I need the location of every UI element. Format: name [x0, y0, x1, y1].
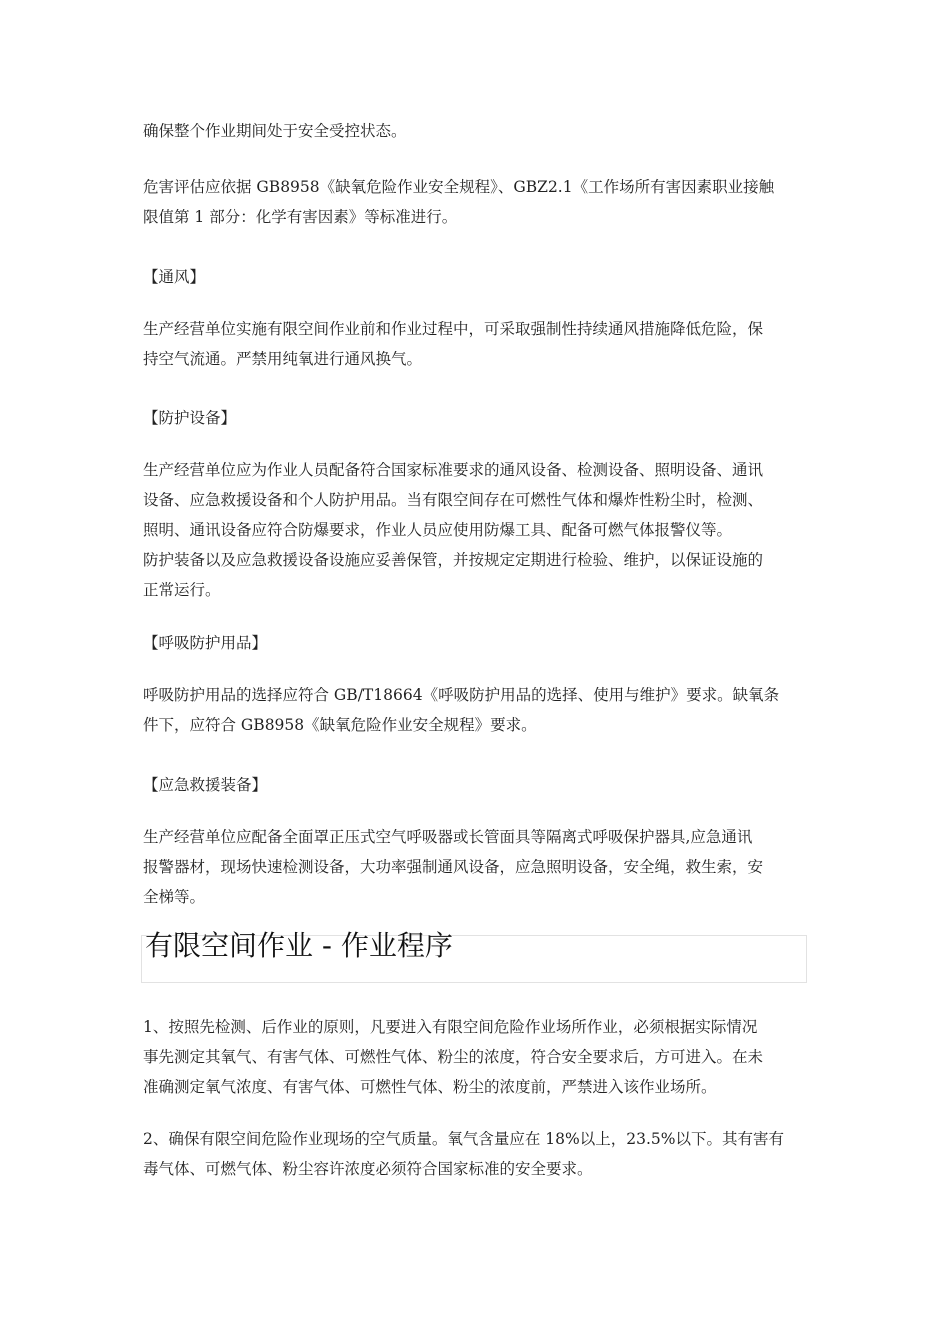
text-line: 毒气体、可燃气体、粉尘容许浓度必须符合国家标准的安全要求。	[143, 1160, 593, 1178]
paragraph-step-2	[143, 1124, 809, 1184]
text-line: 准确测定氧气浓度、有害气体、可燃性气体、粉尘的浓度前，严禁进入该作业场所。	[143, 1078, 717, 1096]
text-line: 照明、通讯设备应符合防爆要求，作业人员应使用防爆工具、配备可燃气体报警仪等。	[143, 521, 733, 539]
section-title: 有限空间作业 - 作业程序	[145, 929, 453, 962]
text-line: 全梯等。	[143, 888, 206, 906]
text-line: 生产经营单位应配备全面罩正压式空气呼吸器或长管面具等隔离式呼吸保护器具,应急通讯	[143, 828, 753, 846]
text-line: 事先测定其氧气、有害气体、可燃性气体、粉尘的浓度，符合安全要求后，方可进入。在未	[143, 1048, 764, 1066]
text-line: 报警器材，现场快速检测设备，大功率强制通风设备，应急照明设备，安全绳，救生索，安	[143, 858, 764, 876]
heading-emergency-rescue	[143, 770, 809, 800]
heading-text: 【防护设备】	[143, 409, 237, 427]
paragraph-step-1	[143, 1012, 809, 1102]
text-line: 1、按照先检测、后作业的原则，凡要进入有限空间危险作业场所作业，必须根据实际情况	[143, 1018, 758, 1036]
text-line: 正常运行。	[143, 581, 221, 599]
text-line: 持空气流通。严禁用纯氧进行通风换气。	[143, 350, 423, 368]
heading-text: 【应急救援装备】	[143, 776, 268, 794]
text-line: 2、确保有限空间危险作业现场的空气质量。氧气含量应在 18%以上，23.5%以下。其有害有	[143, 1130, 784, 1148]
text-line: 限值第 1 部分：化学有害因素》等标准进行。	[143, 208, 458, 226]
text-line: 生产经营单位应为作业人员配备符合国家标准要求的通风设备、检测设备、照明设备、通讯	[143, 461, 764, 479]
text-line: 危害评估应依据 GB8958《缺氧危险作业安全规程》、GBZ2.1《工作场所有害因素职业接触	[143, 178, 775, 196]
paragraph-hazard-evaluation	[143, 172, 809, 232]
text-line: 防护装备以及应急救援设备设施应妥善保管，并按规定定期进行检验、维护，以保证设施的	[143, 551, 764, 569]
text-line: 生产经营单位实施有限空间作业前和作业过程中，可采取强制性持续通风措施降低危险，保	[143, 320, 764, 338]
paragraph-intro-tail	[143, 116, 809, 146]
paragraph-ventilation	[143, 314, 809, 374]
text-line: 确保整个作业期间处于安全受控状态。	[143, 122, 407, 140]
heading-text: 【呼吸防护用品】	[143, 634, 268, 652]
heading-respiratory-protection	[143, 628, 809, 658]
text-line: 设备、应急救援设备和个人防护用品。当有限空间存在可燃性气体和爆炸性粉尘时，检测、	[143, 491, 764, 509]
text-line: 呼吸防护用品的选择应符合 GB/T18664《呼吸防护用品的选择、使用与维护》要求。缺氧条	[143, 686, 780, 704]
paragraph-protective-equipment	[143, 455, 809, 605]
paragraph-emergency-rescue	[143, 822, 809, 912]
heading-protective-equipment	[143, 403, 809, 433]
paragraph-respiratory-protection	[143, 680, 809, 740]
heading-ventilation	[143, 262, 809, 292]
text-line: 件下，应符合 GB8958《缺氧危险作业安全规程》要求。	[143, 716, 537, 734]
heading-text: 【通风】	[143, 268, 206, 286]
